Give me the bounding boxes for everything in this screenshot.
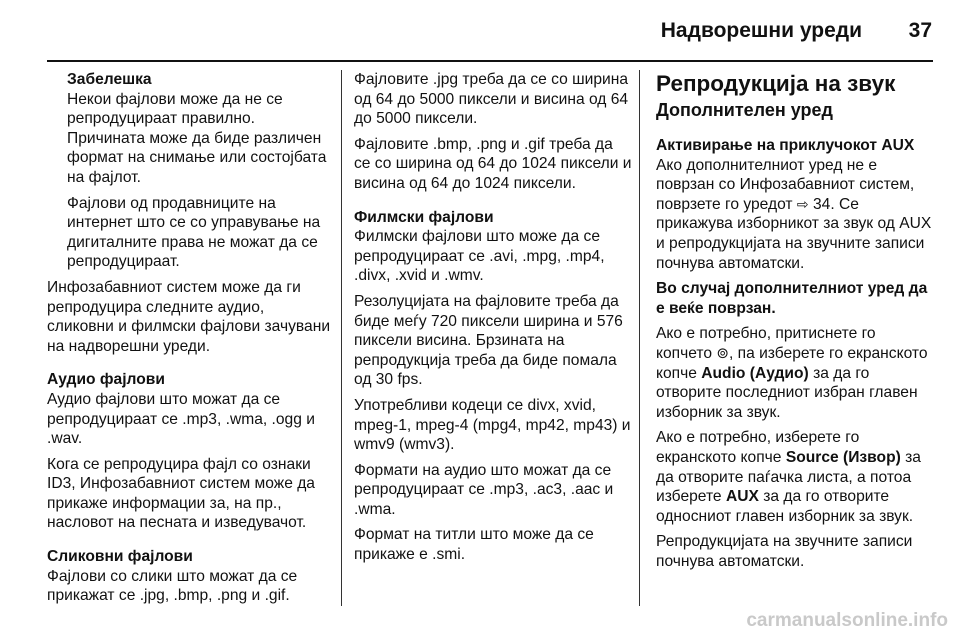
aux-paragraph-1: [656, 156, 932, 274]
aux-paragraph-1-text-a: Ако дополнителниот уред не е поврзан со Инфозабавниот систем, поврзете го уредот: [656, 156, 915, 213]
bmp-size-paragraph: Фајловите .bmp, .png и .gif треба да се со ширина од 64 до 1024 пиксели и висина од 64 до 1024 пиксели.: [354, 135, 632, 192]
audio-files-paragraph-1: Аудио фајлови што можат да се репродуцираат се .mp3, .wma, .ogg и .wav.: [47, 390, 315, 448]
movie-files-paragraph-4: Формати на аудио што можат да се репродуцираат се .mp3, .ac3, .aac и .wma.: [354, 461, 614, 518]
source-button-label: Source (Извор): [785, 448, 901, 466]
aux-label: AUX: [725, 488, 759, 506]
image-files-heading: Сликовни фајлови: [47, 548, 193, 566]
image-files-paragraph: Фајлови со слики што можат да се прикажат се .jpg, .bmp, .png и .gif.: [47, 567, 298, 605]
movie-files-heading: Филмски фајлови: [354, 208, 494, 226]
audio-files-heading: Аудио фајлови: [47, 371, 165, 389]
subsection-heading: Дополнителен уред: [656, 100, 833, 120]
column-2: [354, 70, 632, 565]
page-header-title: Надворешни уреди: [660, 19, 862, 42]
aux-paragraph-3-text-b: за да отворите паѓачка листа, а потоа изберете: [656, 448, 921, 506]
aux-paragraph-2: [656, 324, 932, 422]
note-paragraph-2: Фајлови од продавниците на интернет што се со управување на дигиталните права не можат да се репродуцираат.: [67, 194, 321, 271]
note-box: [47, 70, 331, 272]
aux-paragraph-2-text-a: Ако е потребно, притиснете го копчето: [656, 325, 876, 362]
movie-files-paragraph-5: Формат на титли што може да се прикаже е .smi.: [354, 526, 594, 564]
aux-paragraph-4: Репродукцијата на звучните записи почнува автоматски.: [656, 533, 913, 570]
section-heading: Репродукција на звук: [656, 71, 896, 96]
movie-files-paragraph-1: Филмски фајлови што може да се репродуцираат се .avi, .mpg, .mp4, .divx, .xvid и .wmv.: [354, 228, 605, 285]
aux-paragraph-3: [656, 428, 932, 526]
column-divider-2: [639, 70, 640, 606]
note-title: Забелешка: [67, 71, 152, 88]
jpg-size-paragraph: Фајловите .jpg треба да се со ширина од 64 до 5000 пиксели и висина од 64 до 5000 пиксели.: [354, 71, 629, 128]
already-connected-heading: Во случај дополнителниот уред да е веќе поврзан.: [656, 280, 928, 317]
aux-paragraph-3-text-c: за да го отворите односниот главен изборник за звук.: [656, 488, 914, 525]
column-divider-1: [341, 70, 342, 606]
aux-paragraph-3-text-a: Ако е потребно, изберете го екранското копче: [656, 429, 860, 466]
page-reference-number: 34: [812, 195, 831, 213]
aux-paragraph-1-text-b: . Се прикажува изборникот за звук од AUX и репродукцијата на звучните записи почнува автоматски.: [656, 195, 932, 272]
movie-files-paragraph-3: Употребливи кодеци се divx, xvid, mpeg-1, mpeg-4 (mpg4, mp42, mp43) и wmv9 (wmv3).: [354, 396, 631, 454]
page-number: 37: [908, 19, 932, 42]
watermark: carmanualsonline.info: [746, 610, 948, 631]
note-paragraph-1: Некои фајлови може да не се репродуцираат правилно. Причината може да биде различен формат на снимање или состојбата на фајлот.: [67, 90, 327, 186]
column-3: [656, 70, 932, 571]
header-divider: [47, 60, 933, 62]
movie-files-paragraph-2: Резолуцијата на фајловите треба да биде меѓу 720 пиксели ширина и 576 пиксели висина. Брзината на репродукција треба да биде помала од 30 fps.: [354, 292, 623, 389]
page-reference-arrow-icon: ⇨: [796, 195, 809, 212]
audio-files-paragraph-2: Кога се репродуцира фајл со ознаки ID3, Инфозабавниот систем може да прикаже информации за, на пр., насловот на песната и изведувачот.: [47, 455, 315, 532]
column-1: [47, 70, 331, 606]
audio-button-label: Audio (Аудио): [701, 364, 809, 382]
aux-activation-heading: Активирање на приклучокот AUX: [656, 137, 915, 154]
intro-paragraph: Инфозабавниот систем може да ги репродуцира следните аудио, сликовни и филмски фајлови зачувани на надворешни уреди.: [47, 278, 331, 355]
aux-paragraph-2-text-b: , па изберете го екранското копче: [656, 344, 928, 382]
aux-paragraph-2-text-c: за да го отворите последниот избран главен изборник за звук.: [656, 364, 918, 421]
media-disc-icon: ⊚: [716, 344, 729, 362]
